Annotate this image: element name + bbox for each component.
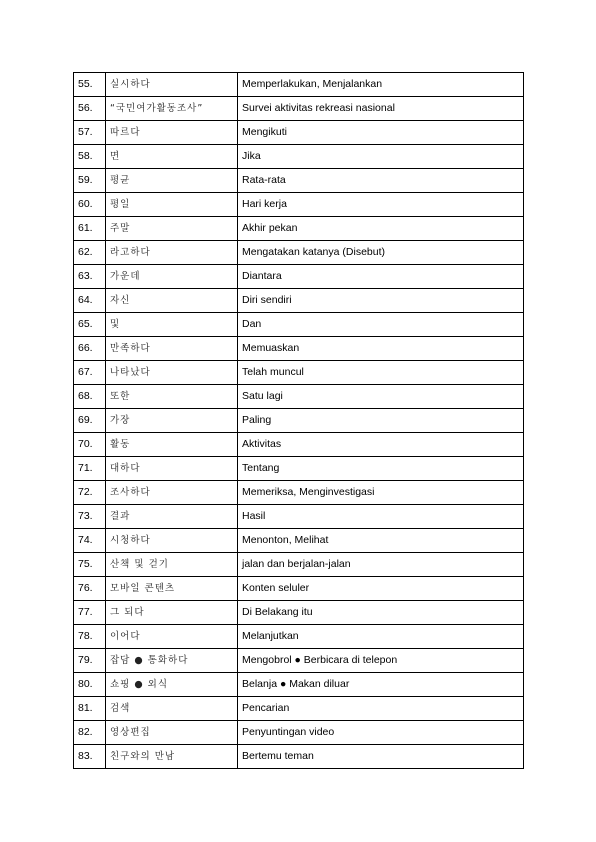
table-row: [74, 721, 524, 745]
table-row: [74, 289, 524, 313]
table-row: [74, 169, 524, 193]
korean-term: 및: [106, 313, 238, 337]
table-row: [74, 217, 524, 241]
indonesian-translation: Rata-rata: [238, 169, 524, 193]
indonesian-translation: Melanjutkan: [238, 625, 524, 649]
korean-term: 평일: [106, 193, 238, 217]
korean-term: 산책 및 걷기: [106, 553, 238, 577]
table-row: [74, 385, 524, 409]
table-row: [74, 625, 524, 649]
row-number: 60.: [74, 193, 106, 217]
indonesian-translation: Diri sendiri: [238, 289, 524, 313]
indonesian-translation: Hasil: [238, 505, 524, 529]
indonesian-translation: Hari kerja: [238, 193, 524, 217]
korean-term: 따르다: [106, 121, 238, 145]
indonesian-translation: Tentang: [238, 457, 524, 481]
table-row: [74, 697, 524, 721]
korean-term: 대하다: [106, 457, 238, 481]
table-row: [74, 553, 524, 577]
indonesian-translation: Aktivitas: [238, 433, 524, 457]
row-number: 64.: [74, 289, 106, 313]
row-number: 75.: [74, 553, 106, 577]
row-number: 63.: [74, 265, 106, 289]
indonesian-translation: Mengobrol ● Berbicara di telepon: [238, 649, 524, 673]
korean-term: 친구와의 만남: [106, 745, 238, 769]
vocabulary-table-body: [74, 73, 524, 769]
korean-term: 그 되다: [106, 601, 238, 625]
indonesian-translation: Diantara: [238, 265, 524, 289]
table-row: [74, 577, 524, 601]
indonesian-translation: Bertemu teman: [238, 745, 524, 769]
korean-term: 면: [106, 145, 238, 169]
korean-term: “국민여가활동조사”: [106, 97, 238, 121]
row-number: 82.: [74, 721, 106, 745]
indonesian-translation: Di Belakang itu: [238, 601, 524, 625]
korean-term: 영상편집: [106, 721, 238, 745]
indonesian-translation: jalan dan berjalan-jalan: [238, 553, 524, 577]
row-number: 62.: [74, 241, 106, 265]
row-number: 67.: [74, 361, 106, 385]
row-number: 69.: [74, 409, 106, 433]
row-number: 78.: [74, 625, 106, 649]
row-number: 57.: [74, 121, 106, 145]
vocabulary-table: [73, 72, 524, 769]
row-number: 76.: [74, 577, 106, 601]
table-row: [74, 121, 524, 145]
table-row: [74, 337, 524, 361]
row-number: 79.: [74, 649, 106, 673]
indonesian-translation: Paling: [238, 409, 524, 433]
table-row: [74, 193, 524, 217]
table-row: [74, 145, 524, 169]
row-number: 80.: [74, 673, 106, 697]
row-number: 71.: [74, 457, 106, 481]
indonesian-translation: Dan: [238, 313, 524, 337]
korean-term: 이어다: [106, 625, 238, 649]
korean-term: 라고하다: [106, 241, 238, 265]
row-number: 58.: [74, 145, 106, 169]
indonesian-translation: Memuaskan: [238, 337, 524, 361]
indonesian-translation: Penyuntingan video: [238, 721, 524, 745]
korean-term: 조사하다: [106, 481, 238, 505]
indonesian-translation: Menonton, Melihat: [238, 529, 524, 553]
indonesian-translation: Memeriksa, Menginvestigasi: [238, 481, 524, 505]
table-row: [74, 73, 524, 97]
korean-term: 잡담 ● 통화하다: [106, 649, 238, 673]
row-number: 59.: [74, 169, 106, 193]
table-row: [74, 433, 524, 457]
korean-term: 만족하다: [106, 337, 238, 361]
row-number: 56.: [74, 97, 106, 121]
table-row: [74, 361, 524, 385]
table-row: [74, 457, 524, 481]
indonesian-translation: Pencarian: [238, 697, 524, 721]
korean-term: 실시하다: [106, 73, 238, 97]
table-row: [74, 745, 524, 769]
korean-term: 주말: [106, 217, 238, 241]
row-number: 68.: [74, 385, 106, 409]
indonesian-translation: Mengatakan katanya (Disebut): [238, 241, 524, 265]
row-number: 74.: [74, 529, 106, 553]
row-number: 81.: [74, 697, 106, 721]
indonesian-translation: Belanja ● Makan diluar: [238, 673, 524, 697]
korean-term: 모바일 콘텐츠: [106, 577, 238, 601]
row-number: 70.: [74, 433, 106, 457]
indonesian-translation: Jika: [238, 145, 524, 169]
table-row: [74, 481, 524, 505]
row-number: 61.: [74, 217, 106, 241]
table-row: [74, 265, 524, 289]
korean-term: 쇼핑 ● 외식: [106, 673, 238, 697]
table-row: [74, 409, 524, 433]
korean-term: 또한: [106, 385, 238, 409]
indonesian-translation: Akhir pekan: [238, 217, 524, 241]
row-number: 72.: [74, 481, 106, 505]
row-number: 77.: [74, 601, 106, 625]
korean-term: 자신: [106, 289, 238, 313]
row-number: 55.: [74, 73, 106, 97]
indonesian-translation: Survei aktivitas rekreasi nasional: [238, 97, 524, 121]
indonesian-translation: Telah muncul: [238, 361, 524, 385]
korean-term: 결과: [106, 505, 238, 529]
table-row: [74, 529, 524, 553]
table-row: [74, 649, 524, 673]
korean-term: 나타났다: [106, 361, 238, 385]
row-number: 65.: [74, 313, 106, 337]
indonesian-translation: Satu lagi: [238, 385, 524, 409]
table-row: [74, 673, 524, 697]
korean-term: 활동: [106, 433, 238, 457]
table-row: [74, 505, 524, 529]
korean-term: 검색: [106, 697, 238, 721]
row-number: 73.: [74, 505, 106, 529]
table-row: [74, 241, 524, 265]
table-row: [74, 97, 524, 121]
row-number: 83.: [74, 745, 106, 769]
korean-term: 평균: [106, 169, 238, 193]
korean-term: 가운데: [106, 265, 238, 289]
row-number: 66.: [74, 337, 106, 361]
indonesian-translation: Memperlakukan, Menjalankan: [238, 73, 524, 97]
korean-term: 시청하다: [106, 529, 238, 553]
table-row: [74, 313, 524, 337]
table-row: [74, 601, 524, 625]
indonesian-translation: Mengikuti: [238, 121, 524, 145]
korean-term: 가장: [106, 409, 238, 433]
indonesian-translation: Konten seluler: [238, 577, 524, 601]
